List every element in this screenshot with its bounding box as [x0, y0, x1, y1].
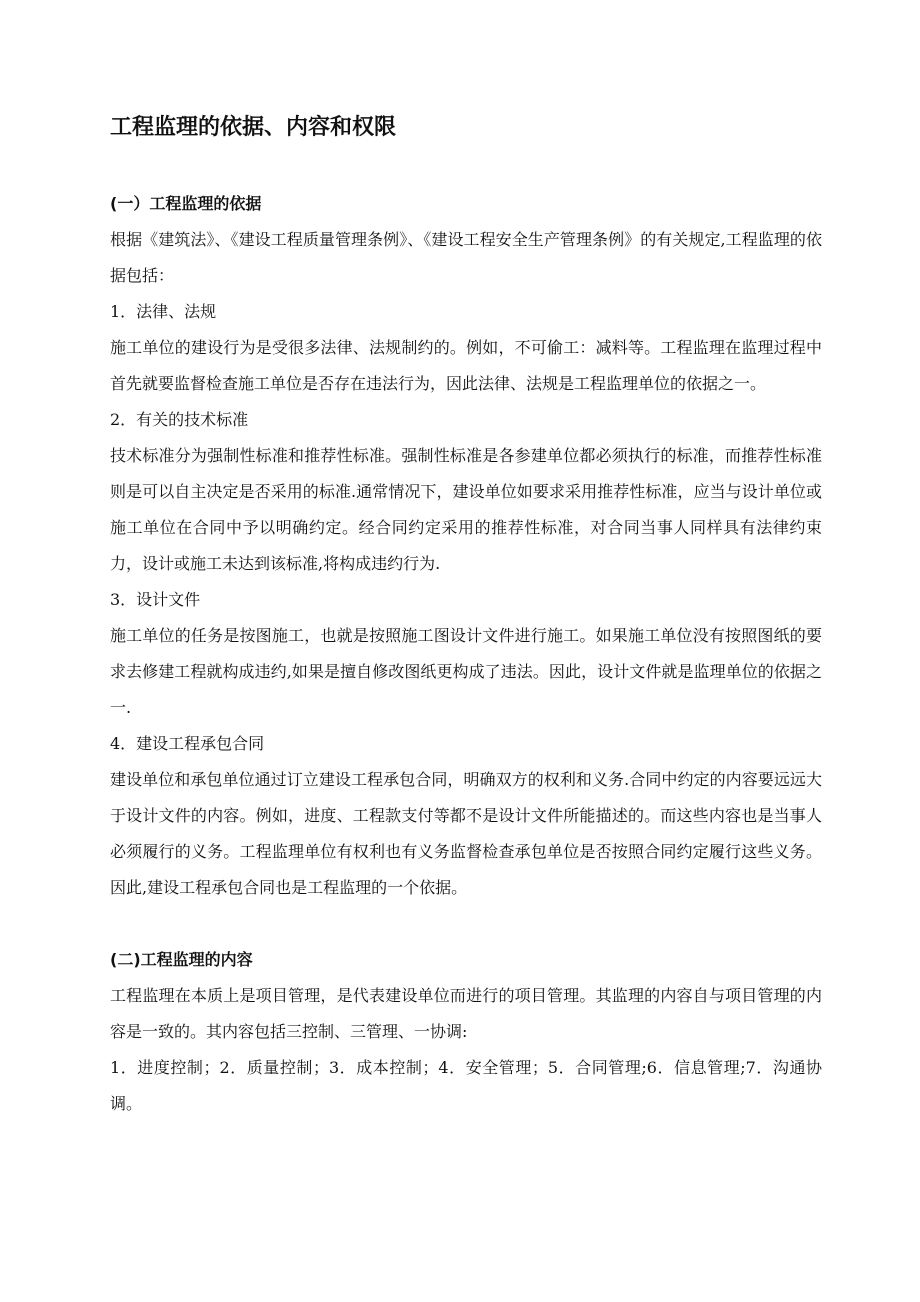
section-2-heading: (二)工程监理的内容 — [110, 950, 253, 969]
item-4-label: 4．建设工程承包合同 — [110, 734, 265, 753]
item-3-text: 施工单位的任务是按图施工，也就是按照施工图设计文件进行施工。如果施工单位没有按照图纸的要求去修建工程就构成违约,如果是擅自修改图纸更构成了违法。因此，设计文件就是监理单位的依据之一. — [110, 626, 822, 717]
section-1-heading: (一）工程监理的依据 — [110, 194, 262, 213]
item-3-label: 3．设计文件 — [110, 590, 201, 609]
item-1-label: 1．法律、法规 — [110, 302, 217, 321]
section-1-intro: 根据《建筑法》、《建设工程质量管理条例》、《建设工程安全生产管理条例》的有关规定,工程监理的依据包括： — [110, 230, 822, 285]
section-2-intro: 工程监理在本质上是项目管理，是代表建设单位而进行的项目管理。其监理的内容自与项目管理的内容是一致的。其内容包括三控制、三管理、一协调: — [110, 986, 822, 1041]
item-1-text: 施工单位的建设行为是受很多法律、法规制约的。例如，不可偷工：减料等。工程监理在监理过程中首先就要监督检查施工单位是否存在违法行为，因此法律、法规是工程监理单位的依据之一。 — [110, 338, 822, 393]
document-title: 工程监理的依据、内容和权限 — [110, 115, 397, 140]
item-4-text: 建设单位和承包单位通过订立建设工程承包合同，明确双方的权利和义务.合同中约定的内容要远远大于设计文件的内容。例如，进度、工程款支付等都不是设计文件所能描述的。而这些内容也是当事人必须履行的义务。工程监理单位有权利也有义务监督检查承包单位是否按照合同约定履行这些义务。因此,建设工程承包合同也是工程监理的一个依据。 — [110, 770, 822, 897]
item-2-label: 2．有关的技术标准 — [110, 410, 249, 429]
document-body — [110, 186, 822, 1122]
section-2-list: 1．进度控制；2．质量控制；3．成本控制；4．安全管理；5．合同管理;6．信息管理;7．沟通协调。 — [110, 1058, 822, 1113]
item-2-text: 技术标准分为强制性标准和推荐性标准。强制性标准是各参建单位都必须执行的标准，而推荐性标准则是可以自主决定是否采用的标准.通常情况下，建设单位如要求采用推荐性标准，应当与设计单位或施工单位在合同中予以明确约定。经合同约定采用的推荐性标准，对合同当事人同样具有法律约束力，设计或施工未达到该标准,将构成违约行为. — [110, 446, 822, 573]
